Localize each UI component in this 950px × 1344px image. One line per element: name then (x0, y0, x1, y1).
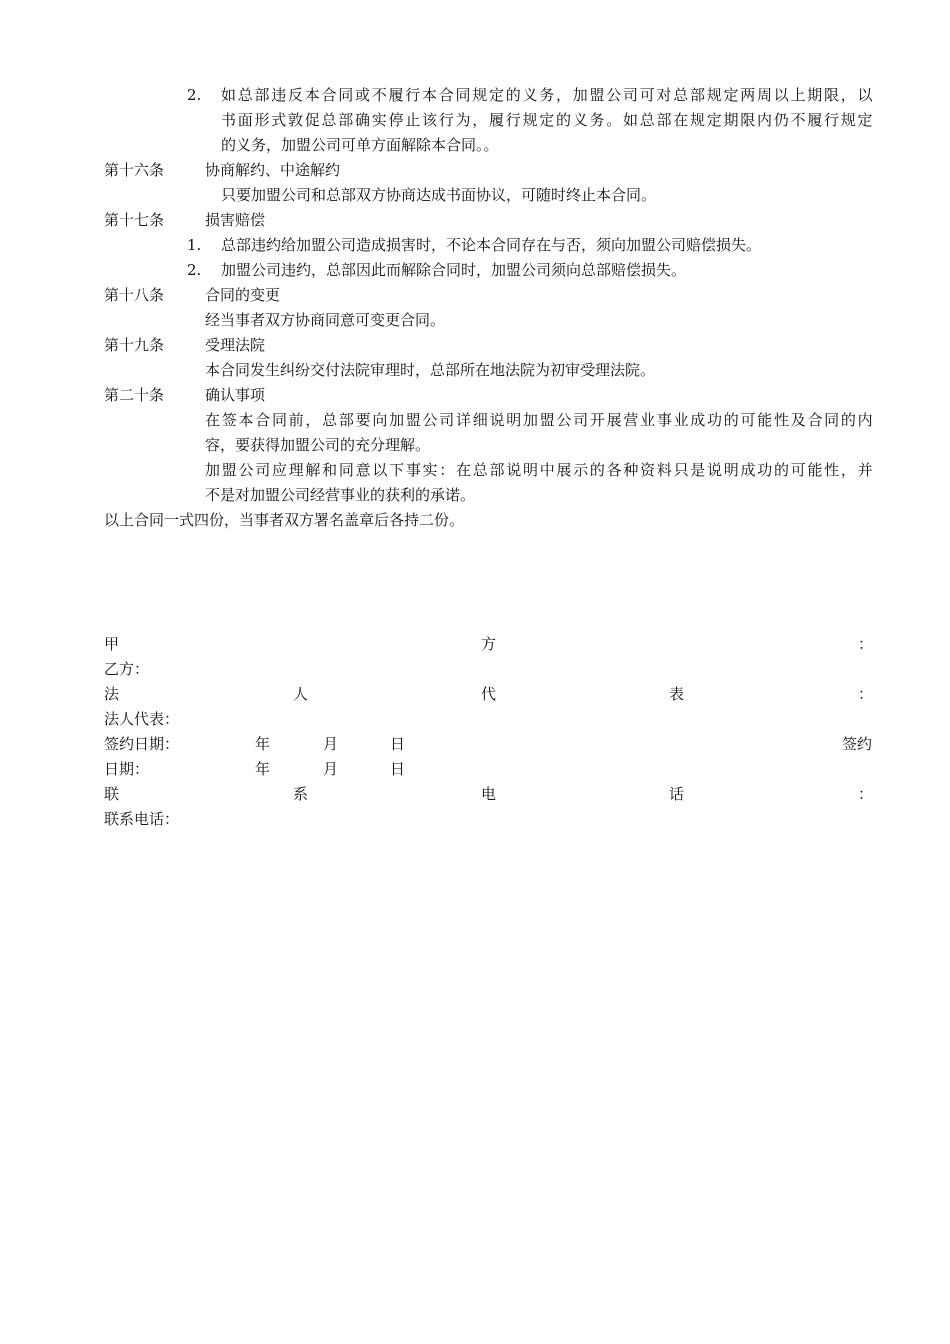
clause15-item2-line2: 书 面 形 式 敦 促 总 部 确 实 停 止 该 行 为 ， 履 行 规 定 的 义 务 。 如 总 部 在 规 定 期 限 内 仍 不 履 行 规 定 (221, 111, 873, 129)
sign-date-b-start: 签约 (842, 735, 873, 753)
phone-a-char4: 话 (669, 785, 685, 803)
clause19-body: 本合同发生纠纷交付法院审理时，总部所在地法院为初审受理法院。 (205, 361, 656, 379)
sign-date-a-day: 日 (390, 735, 406, 753)
sign-date-b-day: 日 (390, 760, 406, 778)
party-a-colon: ： (858, 635, 874, 653)
clause17-item2-text: 加盟公司违约，总部因此而解除合同时，加盟公司须向总部赔偿损失。 (221, 261, 687, 279)
clause16-body: 只要加盟公司和总部双方协商达成书面协议，可随时终止本合同。 (221, 186, 657, 204)
clause20-para1-line2: 容，要获得加盟公司的充分理解。 (205, 436, 431, 454)
clause15-item2-line1: 如 总 部 违 反 本 合 同 或 不 履 行 本 合 同 规 定 的 义 务 ， 加 盟 公 司 可 对 总 部 规 定 两 周 以 上 期 限 ， 以 (221, 86, 873, 104)
clause20-para2-line1: 加 盟 公 司 应 理 解 和 同 意 以 下 事 实 ： 在 总 部 说 明 中 展 示 的 各 种 资 料 只 是 说 明 成 功 的 可 能 性 ， 并 (205, 461, 873, 479)
legal-rep-a-char2: 人 (293, 685, 309, 703)
clause20-title: 确认事项 (205, 386, 266, 404)
clause17-item2-number: 2. (187, 261, 202, 279)
clause18-title: 合同的变更 (205, 286, 281, 304)
legal-rep-a-char4: 表 (669, 685, 685, 703)
clause17-label: 第十七条 (104, 211, 165, 229)
legal-rep-a-char1: 法 (104, 685, 120, 703)
sign-date-a-label: 签约日期： (104, 735, 180, 753)
party-b-label: 乙方： (104, 660, 150, 678)
sign-date-a-month: 月 (323, 735, 339, 753)
clause17-item1-text: 总部违约给加盟公司造成损害时，不论本合同存在与否，须向加盟公司赔偿损失。 (221, 236, 762, 254)
phone-a-colon: ： (858, 785, 874, 803)
legal-rep-a-char3: 代 (481, 685, 497, 703)
clause15-item2-number: 2. (187, 86, 202, 104)
party-a-char1: 甲 (104, 635, 120, 653)
clause15-item2-line3: 的义务，加盟公司可单方面解除本合同。。 (221, 136, 499, 154)
clause19-label: 第十九条 (104, 336, 165, 354)
sign-date-b-month: 月 (323, 760, 339, 778)
sign-date-a-year: 年 (255, 735, 271, 753)
clause20-para1-line1: 在 签 本 合 同 前 ， 总 部 要 向 加 盟 公 司 详 细 说 明 加 盟 公 司 开 展 营 业 事 业 成 功 的 可 能 性 及 合 同 的 内 (205, 411, 873, 429)
clause17-title: 损害赔偿 (205, 211, 266, 229)
legal-rep-a-colon: ： (858, 685, 874, 703)
closing-statement: 以上合同一式四份，当事者双方署名盖章后各持二份。 (104, 511, 465, 529)
phone-a-char2: 系 (293, 785, 309, 803)
clause20-label: 第二十条 (104, 386, 165, 404)
clause19-title: 受理法院 (205, 336, 266, 354)
phone-a-char3: 电 (481, 785, 497, 803)
clause16-label: 第十六条 (104, 161, 165, 179)
clause18-body: 经当事者双方协商同意可变更合同。 (205, 311, 446, 329)
clause17-item1-number: 1. (187, 236, 202, 254)
clause16-title: 协商解约、中途解约 (205, 161, 341, 179)
sign-date-b-label: 日期： (104, 760, 150, 778)
phone-a-char1: 联 (104, 785, 120, 803)
clause20-para2-line2: 不是对加盟公司经营事业的获利的承诺。 (205, 486, 476, 504)
legal-rep-b-label: 法人代表： (104, 710, 180, 728)
clause18-label: 第十八条 (104, 286, 165, 304)
sign-date-b-year: 年 (255, 760, 271, 778)
party-a-char2: 方 (481, 635, 497, 653)
phone-b-label: 联系电话： (104, 810, 180, 828)
